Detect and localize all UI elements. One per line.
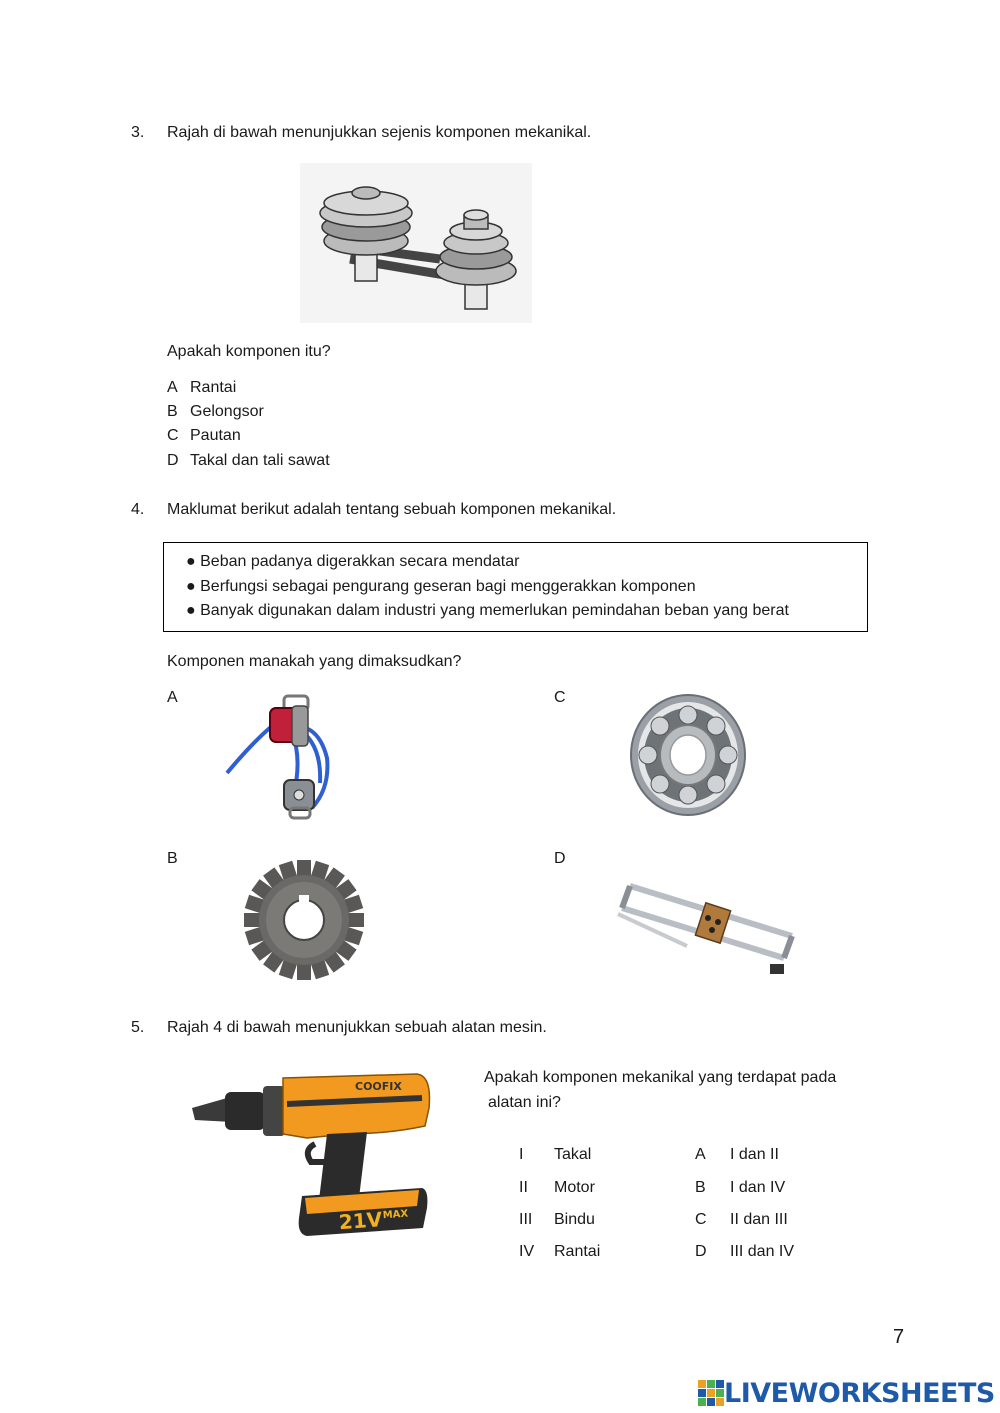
q3-option-d-text[interactable]: Takal dan tali sawat [190, 452, 330, 469]
pulley-belt-image [300, 163, 532, 328]
rope-pulley-image [222, 688, 342, 823]
drill-brand-label: COOFIX [355, 1080, 402, 1093]
q5-item-2-text: Motor [554, 1179, 595, 1196]
q4-info-box [163, 542, 868, 632]
q3-option-a-letter: A [167, 379, 178, 396]
q5-answer-b-text[interactable]: I dan IV [730, 1179, 786, 1196]
q3-number: 3. [131, 124, 145, 141]
q5-item-2-numeral: II [519, 1179, 528, 1196]
q5-answer-d-text[interactable]: III dan IV [730, 1243, 795, 1260]
q5-item-3-numeral: III [519, 1211, 533, 1228]
page-number: 7 [893, 1326, 905, 1348]
ball-bearing-image [628, 693, 748, 818]
q3-option-b-letter: B [167, 403, 178, 420]
q5-item-4-numeral: IV [519, 1243, 535, 1260]
q4-bullet-3 [186, 602, 789, 620]
q4-label-c[interactable]: C [554, 689, 566, 706]
q4-bullet-3-text: Banyak digunakan dalam industri yang memerlukan pemindahan beban yang berat [200, 602, 789, 619]
q4-bullet-1 [186, 553, 519, 571]
liveworksheets-logo-text: LIVEWORKSHEETS [724, 1377, 995, 1409]
liveworksheets-logo-icon [698, 1380, 724, 1406]
q3-prompt: Rajah di bawah menunjukkan sejenis komponen mekanikal. [167, 124, 592, 141]
q5-item-4-text: Rantai [554, 1243, 601, 1260]
q5-prompt: Rajah 4 di bawah menunjukkan sebuah alatan mesin. [167, 1019, 547, 1036]
bullet-symbol: ● [186, 553, 196, 570]
linear-slider-image [612, 878, 797, 983]
q3-option-d-letter: D [167, 452, 179, 469]
bullet-symbol: ● [186, 578, 196, 595]
q5-answer-c-letter: C [695, 1211, 707, 1228]
q3-question: Apakah komponen itu? [167, 343, 331, 360]
q5-question-line1: Apakah komponen mekanikal yang terdapat pada [484, 1069, 837, 1086]
q5-number: 5. [131, 1019, 145, 1036]
q5-answer-b-letter: B [695, 1179, 706, 1196]
drill-battery-label: 21V [338, 1207, 383, 1235]
q4-bullet-2-text: Berfungsi sebagai pengurang geseran bagi menggerakkan komponen [200, 578, 696, 595]
q4-number: 4. [131, 501, 145, 518]
spur-gear-image [244, 858, 364, 983]
drill-battery-sub-label: MAX [382, 1208, 409, 1222]
q4-prompt: Maklumat berikut adalah tentang sebuah komponen mekanikal. [167, 501, 617, 518]
q5-item-3-text: Bindu [554, 1211, 595, 1228]
q5-answer-a-letter: A [695, 1146, 706, 1163]
q3-option-c-text[interactable]: Pautan [190, 427, 241, 444]
cordless-drill-image [187, 1068, 435, 1240]
q4-label-a[interactable]: A [167, 689, 178, 706]
q4-label-d[interactable]: D [554, 850, 566, 867]
q5-question-line2: alatan ini? [488, 1094, 561, 1111]
q4-label-b[interactable]: B [167, 850, 178, 867]
q3-option-a-text[interactable]: Rantai [190, 379, 237, 396]
q3-option-c-letter: C [167, 427, 179, 444]
q4-question: Komponen manakah yang dimaksudkan? [167, 653, 462, 670]
q5-item-1-text: Takal [554, 1146, 592, 1163]
bullet-symbol: ● [186, 602, 196, 619]
q5-answer-d-letter: D [695, 1243, 707, 1260]
q4-bullet-2 [186, 578, 696, 596]
q4-bullet-1-text: Beban padanya digerakkan secara mendatar [200, 553, 520, 570]
q5-answer-c-text[interactable]: II dan III [730, 1211, 788, 1228]
q3-option-b-text[interactable]: Gelongsor [190, 403, 264, 420]
q5-answer-a-text[interactable]: I dan II [730, 1146, 779, 1163]
q5-item-1-numeral: I [519, 1146, 524, 1163]
liveworksheets-logo[interactable] [698, 1378, 995, 1408]
